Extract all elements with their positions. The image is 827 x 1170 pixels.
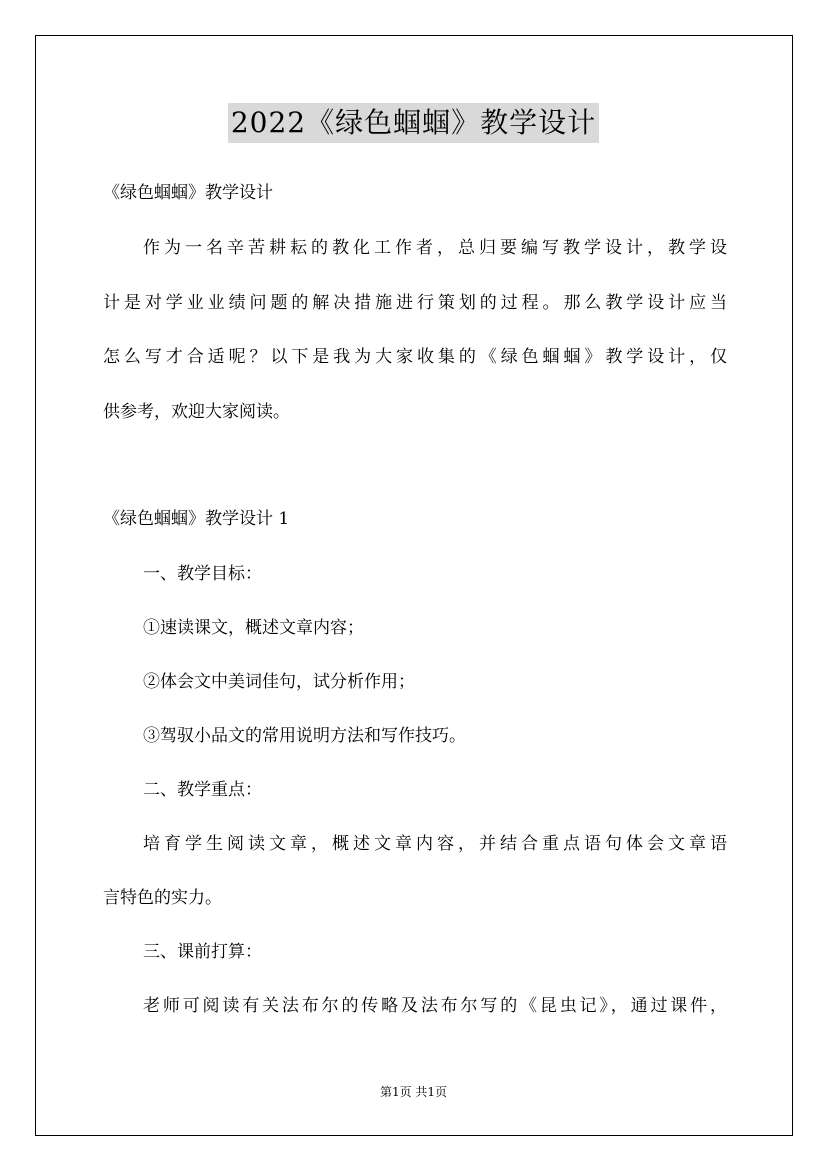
goals-heading: 一、教学目标： <box>143 564 262 584</box>
intro-line-2: 计是对学业业绩问题的解决措施进行策划的过程。那么教学设计应当 <box>103 293 727 313</box>
title-container <box>0 103 827 143</box>
doc-subtitle: 《绿色蝈蝈》教学设计 <box>103 183 273 203</box>
intro-line-3: 怎么写才合适呢？以下是我为大家收集的《绿色蝈蝈》教学设计，仅 <box>103 347 727 367</box>
prep-heading: 三、课前打算： <box>143 942 262 962</box>
goal-item-3: ③驾驭小品文的常用说明方法和写作技巧。 <box>143 726 466 746</box>
goal-item-2: ②体会文中美词佳句，试分析作用； <box>143 672 415 692</box>
document-title: 2022《绿色蝈蝈》教学设计 <box>228 103 599 143</box>
section-heading: 《绿色蝈蝈》教学设计 1 <box>103 509 290 529</box>
prep-line-1: 老师可阅读有关法布尔的传略及法布尔写的《昆虫记》，通过课件， <box>143 996 727 1016</box>
focus-line-1: 培育学生阅读文章，概述文章内容，并结合重点语句体会文章语 <box>143 834 727 854</box>
intro-line-4: 供参考，欢迎大家阅读。 <box>103 402 290 422</box>
goal-item-1: ①速读课文，概述文章内容； <box>143 618 364 638</box>
page-footer: 第1页 共1页 <box>379 1085 448 1099</box>
intro-line-1: 作为一名辛苦耕耘的教化工作者，总归要编写教学设计，教学设 <box>143 238 727 258</box>
focus-heading: 二、教学重点： <box>143 780 262 800</box>
focus-line-2: 言特色的实力。 <box>103 888 222 908</box>
